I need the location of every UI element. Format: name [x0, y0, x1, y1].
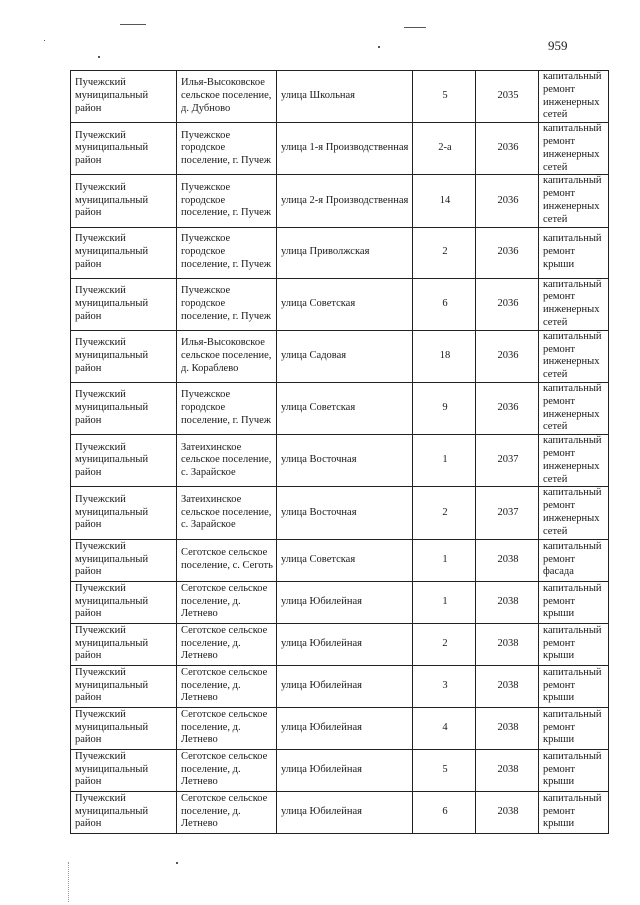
district-cell: Пучежский муниципальный район [71, 227, 177, 278]
year-cell: 2038 [476, 623, 539, 665]
table-row [71, 581, 609, 623]
settlement-cell: Сеготское сельское поселение, д. Летнево [177, 749, 277, 791]
settlement-cell: Сеготское сельское поселение, д. Летнево [177, 581, 277, 623]
house-number-cell: 2 [413, 487, 476, 539]
street-cell: улица Восточная [277, 435, 413, 487]
scan-artifact [98, 56, 100, 58]
work-type-cell: капитальный ремонт инженерных сетей [539, 487, 609, 539]
year-cell: 2038 [476, 539, 539, 581]
work-type-cell: капитальный ремонт крыши [539, 665, 609, 707]
settlement-cell: Пучежское городское поселение, г. Пучеж [177, 227, 277, 278]
settlement-cell: Пучежское городское поселение, г. Пучеж [177, 123, 277, 175]
settlement-cell: Пучежское городское поселение, г. Пучеж [177, 382, 277, 434]
street-cell: улица Восточная [277, 487, 413, 539]
settlement-cell: Илья-Высоковское сельское поселение, д. Кораблево [177, 330, 277, 382]
year-cell: 2038 [476, 581, 539, 623]
district-cell: Пучежский муниципальный район [71, 435, 177, 487]
work-type-cell: капитальный ремонт инженерных сетей [539, 123, 609, 175]
settlement-cell: Сеготское сельское поселение, д. Летнево [177, 791, 277, 833]
year-cell: 2037 [476, 435, 539, 487]
street-cell: улица Советская [277, 278, 413, 330]
repair-schedule-table [70, 70, 609, 834]
work-type-cell: капитальный ремонт фасада [539, 539, 609, 581]
table-row [71, 539, 609, 581]
table-row [71, 665, 609, 707]
table-row [71, 435, 609, 487]
table-row [71, 749, 609, 791]
work-type-cell: капитальный ремонт крыши [539, 623, 609, 665]
page-number: 959 [548, 38, 568, 53]
district-cell: Пучежский муниципальный район [71, 382, 177, 434]
scan-artifact [44, 40, 45, 41]
work-type-cell: капитальный ремонт крыши [539, 227, 609, 278]
year-cell: 2036 [476, 382, 539, 434]
year-cell: 2037 [476, 487, 539, 539]
work-type-cell: капитальный ремонт крыши [539, 791, 609, 833]
settlement-cell: Пучежское городское поселение, г. Пучеж [177, 175, 277, 227]
house-number-cell: 9 [413, 382, 476, 434]
table-row [71, 707, 609, 749]
table-row [71, 623, 609, 665]
settlement-cell: Затеихинское сельское поселение, с. Зарайское [177, 435, 277, 487]
table-row [71, 175, 609, 227]
street-cell: улица 1-я Производственная [277, 123, 413, 175]
year-cell: 2038 [476, 665, 539, 707]
district-cell: Пучежский муниципальный район [71, 330, 177, 382]
table-row [71, 71, 609, 123]
work-type-cell: капитальный ремонт крыши [539, 749, 609, 791]
district-cell: Пучежский муниципальный район [71, 749, 177, 791]
house-number-cell: 5 [413, 749, 476, 791]
house-number-cell: 18 [413, 330, 476, 382]
house-number-cell: 14 [413, 175, 476, 227]
settlement-cell: Сеготское сельское поселение, д. Летнево [177, 623, 277, 665]
street-cell: улица 2-я Производственная [277, 175, 413, 227]
house-number-cell: 1 [413, 435, 476, 487]
year-cell: 2038 [476, 749, 539, 791]
house-number-cell: 1 [413, 581, 476, 623]
settlement-cell: Илья-Высоковское сельское поселение, д. Дубново [177, 71, 277, 123]
street-cell: улица Школьная [277, 71, 413, 123]
street-cell: улица Садовая [277, 330, 413, 382]
district-cell: Пучежский муниципальный район [71, 278, 177, 330]
work-type-cell: капитальный ремонт крыши [539, 581, 609, 623]
house-number-cell: 2-а [413, 123, 476, 175]
work-type-cell: капитальный ремонт инженерных сетей [539, 71, 609, 123]
scan-artifact [404, 27, 426, 28]
year-cell: 2036 [476, 227, 539, 278]
street-cell: улица Советская [277, 539, 413, 581]
scan-edge-line [68, 862, 69, 902]
table-row [71, 330, 609, 382]
table-body [71, 71, 609, 834]
year-cell: 2036 [476, 330, 539, 382]
street-cell: улица Юбилейная [277, 623, 413, 665]
work-type-cell: капитальный ремонт инженерных сетей [539, 330, 609, 382]
table-row [71, 382, 609, 434]
street-cell: улица Советская [277, 382, 413, 434]
settlement-cell: Сеготское сельское поселение, д. Летнево [177, 707, 277, 749]
settlement-cell: Затеихинское сельское поселение, с. Зарайское [177, 487, 277, 539]
work-type-cell: капитальный ремонт инженерных сетей [539, 278, 609, 330]
street-cell: улица Приволжская [277, 227, 413, 278]
year-cell: 2036 [476, 278, 539, 330]
district-cell: Пучежский муниципальный район [71, 707, 177, 749]
table-row [71, 123, 609, 175]
district-cell: Пучежский муниципальный район [71, 539, 177, 581]
house-number-cell: 2 [413, 227, 476, 278]
house-number-cell: 6 [413, 278, 476, 330]
scan-artifact [120, 24, 146, 25]
street-cell: улица Юбилейная [277, 791, 413, 833]
house-number-cell: 2 [413, 623, 476, 665]
house-number-cell: 6 [413, 791, 476, 833]
table-row [71, 487, 609, 539]
work-type-cell: капитальный ремонт инженерных сетей [539, 382, 609, 434]
district-cell: Пучежский муниципальный район [71, 487, 177, 539]
house-number-cell: 3 [413, 665, 476, 707]
house-number-cell: 1 [413, 539, 476, 581]
scan-artifact [378, 46, 380, 48]
district-cell: Пучежский муниципальный район [71, 123, 177, 175]
street-cell: улица Юбилейная [277, 581, 413, 623]
year-cell: 2038 [476, 707, 539, 749]
work-type-cell: капитальный ремонт инженерных сетей [539, 175, 609, 227]
work-type-cell: капитальный ремонт инженерных сетей [539, 435, 609, 487]
table-row [71, 227, 609, 278]
settlement-cell: Пучежское городское поселение, г. Пучеж [177, 278, 277, 330]
settlement-cell: Сеготское сельское поселение, с. Сеготь [177, 539, 277, 581]
year-cell: 2035 [476, 71, 539, 123]
house-number-cell: 4 [413, 707, 476, 749]
table-row [71, 278, 609, 330]
district-cell: Пучежский муниципальный район [71, 791, 177, 833]
district-cell: Пучежский муниципальный район [71, 623, 177, 665]
work-type-cell: капитальный ремонт крыши [539, 707, 609, 749]
year-cell: 2036 [476, 123, 539, 175]
district-cell: Пучежский муниципальный район [71, 581, 177, 623]
street-cell: улица Юбилейная [277, 665, 413, 707]
street-cell: улица Юбилейная [277, 707, 413, 749]
year-cell: 2036 [476, 175, 539, 227]
street-cell: улица Юбилейная [277, 749, 413, 791]
settlement-cell: Сеготское сельское поселение, д. Летнево [177, 665, 277, 707]
district-cell: Пучежский муниципальный район [71, 175, 177, 227]
district-cell: Пучежский муниципальный район [71, 71, 177, 123]
table-row [71, 791, 609, 833]
year-cell: 2038 [476, 791, 539, 833]
scan-artifact [176, 862, 178, 864]
district-cell: Пучежский муниципальный район [71, 665, 177, 707]
house-number-cell: 5 [413, 71, 476, 123]
